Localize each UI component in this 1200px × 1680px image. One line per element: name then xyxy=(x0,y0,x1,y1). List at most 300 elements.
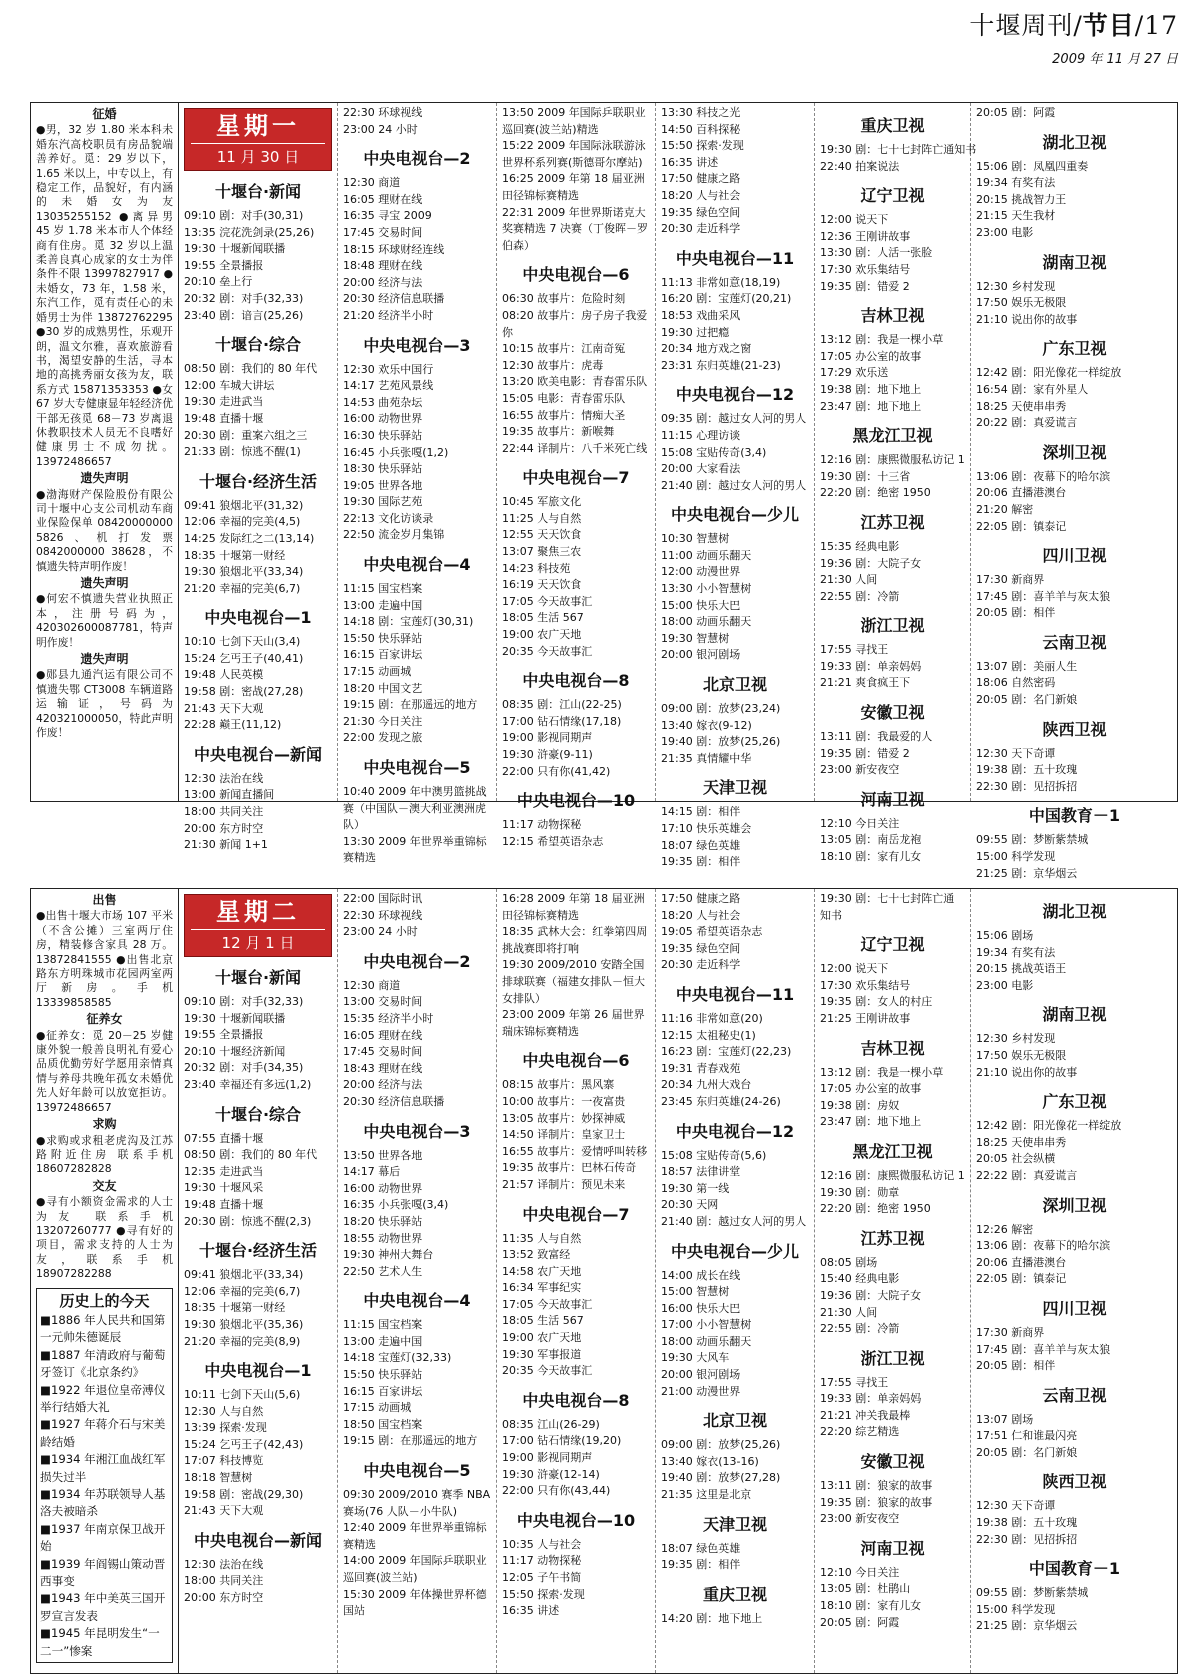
program-line: 13:00 走遍中国 xyxy=(343,598,423,612)
program-line: 17:50 健康之路 xyxy=(661,892,741,905)
date-label: 11 月 30 日 xyxy=(191,143,325,170)
program-line: 13:06 剧：夜幕下的哈尔滨 xyxy=(976,469,1111,483)
program-line: 19:55 全景播报 xyxy=(184,1028,264,1042)
program-line: 09:00 剧：放梦(25,26) xyxy=(661,1438,781,1452)
program-line: 22:00 发现之旅 xyxy=(343,731,423,745)
program-line: 20:05 剧：名门新娘 xyxy=(976,1445,1078,1459)
program-line: 16:55 故事片：爱情呼叫转移 xyxy=(502,1144,648,1158)
program-line: 09:41 狼烟北平(31,32) xyxy=(184,498,304,512)
program-line: 17:50 娱乐无极限 xyxy=(976,296,1067,310)
program-line: 20:05 剧：相伴 xyxy=(976,606,1056,620)
program-line: 19:58 剧：密战(27,28) xyxy=(184,685,304,699)
program-line: 22:05 剧：镇泰记 xyxy=(976,519,1067,533)
classified-heading: 征养女 xyxy=(86,1012,123,1027)
program-line: 17:51 仁和谁最闪亮 xyxy=(976,1429,1078,1443)
program-line: 21:15 天生我材 xyxy=(976,209,1056,223)
program-line: 14:20 剧：地下地上 xyxy=(661,1611,763,1625)
program-line: 16:19 天天饮食 xyxy=(502,578,582,592)
program-line: 18:55 动物世界 xyxy=(343,1231,423,1245)
program-line: 15:24 乞丐王子(40,41) xyxy=(184,651,304,665)
program-line: 17:07 科技博览 xyxy=(184,1454,264,1468)
program-line: 14:53 曲苑杂坛 xyxy=(343,395,423,409)
program-line: 09:35 剧：越过女人河的男人 xyxy=(661,412,807,426)
program-line: 22:00 国际时讯 xyxy=(343,892,423,905)
program-line: 16:35 讲述 xyxy=(661,155,719,169)
channel-heading: 广东卫视 xyxy=(1042,339,1107,359)
program-line: 15:35 经典电影 xyxy=(820,539,900,553)
program-line: 17:30 欢乐集结号 xyxy=(820,262,911,276)
program-line: 22:30 剧：见招拆招 xyxy=(976,779,1078,793)
program-line: 15:22 2009 年国际泳联游泳世界杯系列赛(斯德哥尔摩站) xyxy=(502,139,646,169)
program-line: 20:00 银河剧场 xyxy=(661,648,741,662)
program-line: 19:33 剧：单亲妈妈 xyxy=(820,659,922,673)
program-line: 21:43 天下大观 xyxy=(184,701,264,715)
program-line: 12:40 2009 年世界举重锦标赛精选 xyxy=(343,1521,487,1551)
channel-heading: 辽宁卫视 xyxy=(860,186,925,206)
program-line: 09:55 剧：梦断紫禁城 xyxy=(976,833,1089,847)
program-line: 12:42 剧：阳光像花一样绽放 xyxy=(976,366,1122,380)
program-line: 09:55 剧：梦断紫禁城 xyxy=(976,1586,1089,1600)
program-line: 09:41 狼烟北平(33,34) xyxy=(184,1268,304,1282)
channel-heading: 中央电视台—4 xyxy=(363,1291,471,1311)
program-line: 19:05 希望英语杂志 xyxy=(661,925,763,939)
program-line: 11:13 非常如意(18,19) xyxy=(661,275,781,289)
program-line: 09:30 2009/2010 赛季 NBA 赛场(76 人队－小牛队) xyxy=(343,1488,491,1518)
program-line: 19:36 剧：大院子女 xyxy=(820,1288,922,1302)
program-line: 20:30 走近科学 xyxy=(661,222,741,236)
channel-heading: 湖北卫视 xyxy=(1042,132,1107,152)
history-today-title: 历史上的今天 xyxy=(59,1291,150,1310)
program-line: 21:10 说出你的故事 xyxy=(976,312,1078,326)
program-line: 18:53 戏曲采风 xyxy=(661,308,741,322)
channel-heading: 十堰台·新闻 xyxy=(214,182,302,201)
program-line: 16:20 剧：宝莲灯(20,21) xyxy=(661,292,792,306)
program-line: 17:15 动画城 xyxy=(343,665,412,679)
program-line: 12:30 乡村发现 xyxy=(976,1032,1056,1046)
program-line: 18:00 动画乐翻天 xyxy=(661,1334,752,1348)
channel-heading: 江苏卫视 xyxy=(860,1228,925,1248)
program-line: 20:30 经济信息联播 xyxy=(343,292,445,306)
program-line: 21:35 这里是北京 xyxy=(661,1488,752,1502)
program-column xyxy=(179,889,338,1673)
program-line: 23:00 新安夜空 xyxy=(820,763,900,777)
program-line: 10:40 2009 年中澳男篮挑战赛（中国队－澳大利亚澳洲虎队） xyxy=(343,785,487,832)
program-line: 11:17 动物探秘 xyxy=(502,1554,582,1568)
program-line: 19:30 剧：十三省 xyxy=(820,469,911,483)
program-line: 17:55 寻找王 xyxy=(820,643,889,657)
program-line: 20:35 今天故事汇 xyxy=(502,1364,593,1378)
program-line: 19:55 全景播报 xyxy=(184,258,264,272)
program-line: 18:05 生活 567 xyxy=(502,611,584,625)
program-line: 19:30 浒豪(12-14) xyxy=(502,1467,600,1481)
channel-heading: 深圳卫视 xyxy=(1042,1195,1107,1215)
channel-heading: 北京卫视 xyxy=(702,1411,767,1431)
program-column xyxy=(179,103,338,852)
program-line: 23:00 24 小时 xyxy=(343,122,418,136)
program-line: 21:20 幸福的完美(6,7) xyxy=(184,581,301,595)
program-line: 16:00 快乐大巴 xyxy=(661,1301,741,1315)
program-line: 21:30 今日关注 xyxy=(343,714,423,728)
program-line: 21:30 新闻 1+1 xyxy=(184,838,268,852)
program-column xyxy=(815,889,971,1673)
channel-heading: 安徽卫视 xyxy=(860,1452,925,1472)
program-line: 06:30 故事片：危险时刻 xyxy=(502,292,626,306)
program-line: 18:00 共同关注 xyxy=(184,805,264,819)
program-line: 19:00 农广天地 xyxy=(502,1331,582,1345)
classified-heading: 交友 xyxy=(92,1178,117,1193)
program-line: 18:20 中国文艺 xyxy=(343,681,423,695)
program-line: 14:00 成长在线 xyxy=(661,1268,741,1282)
classified-text: ●出售十堰大市场 107 平米（不含公摊）三室两厅住房，精装修含家具 28 万。13872841555 ●出售北京路东方明珠城市花园两室两厅新房。手机 13339858585 xyxy=(36,909,173,1009)
program-line: 12:30 法治在线 xyxy=(184,771,264,785)
program-line: 16:00 动物世界 xyxy=(343,412,423,426)
channel-heading: 辽宁卫视 xyxy=(860,935,925,955)
program-line: 08:50 剧：我们的 80 年代 xyxy=(184,362,318,376)
channel-heading: 中央电视台—12 xyxy=(675,1121,795,1141)
program-line: 18:25 天使串串秀 xyxy=(976,1135,1067,1149)
channel-heading: 天津卫视 xyxy=(702,778,767,798)
program-line: 19:48 直播十堰 xyxy=(184,411,264,425)
program-line: 19:35 剧：错爱 2 xyxy=(820,746,910,760)
program-line: 13:05 故事片：妙探神威 xyxy=(502,1111,626,1125)
program-line: 19:35 故事片：巴林石传奇 xyxy=(502,1161,637,1175)
program-line: 19:30 浒豪(9-11) xyxy=(502,748,593,761)
program-line: 20:05 社会纵横 xyxy=(976,1152,1056,1166)
classified-heading: 征婚 xyxy=(92,107,117,121)
program-line: 20:15 挑战智力王 xyxy=(976,192,1067,206)
program-line: 18:57 法律讲堂 xyxy=(661,1165,741,1179)
program-line: 18:00 动画乐翻天 xyxy=(661,615,752,629)
program-line: 12:30 商道 xyxy=(343,978,401,992)
program-line: 13:05 剧：杜鹃山 xyxy=(820,1582,911,1596)
program-line: 19:40 剧：放梦(25,26) xyxy=(661,735,781,749)
program-line: 17:45 交易时间 xyxy=(343,1045,423,1059)
program-line: 08:05 剧场 xyxy=(820,1255,878,1269)
program-line: 22:30 环球视线 xyxy=(343,106,423,119)
history-item: ■1934 年苏联领导人基洛夫被暗杀 xyxy=(40,1487,166,1519)
tuesday-section xyxy=(30,888,1178,1674)
program-line: 15:00 快乐大巴 xyxy=(661,598,741,612)
channel-heading: 云南卫视 xyxy=(1042,1385,1107,1405)
program-line: 22:30 剧：见招拆招 xyxy=(976,1532,1078,1546)
program-line: 18:07 绿色英雄 xyxy=(661,1541,741,1555)
program-line: 19:38 剧：五十玫瑰 xyxy=(976,1516,1078,1530)
program-line: 14:18 宝莲灯(32,33) xyxy=(343,1351,452,1365)
program-line: 21:21 爽食疯王下 xyxy=(820,676,911,690)
program-column xyxy=(656,889,815,1673)
program-line: 23:47 剧：地下地上 xyxy=(820,1115,922,1129)
program-line: 23:00 电影 xyxy=(976,978,1034,992)
channel-heading: 中央电视台—3 xyxy=(363,1121,471,1141)
program-line: 15:06 剧场 xyxy=(976,929,1034,942)
program-line: 15:05 电影：青春雷乐队 xyxy=(502,391,626,405)
page-header xyxy=(969,6,1178,67)
program-line: 19:35 剧：错爱 2 xyxy=(820,279,910,293)
program-line: 20:30 走近科学 xyxy=(661,958,741,972)
program-line: 19:30 剧：七十七封阵亡通知书 xyxy=(820,143,977,156)
channel-heading: 天津卫视 xyxy=(702,1514,767,1534)
program-line: 16:30 快乐驿站 xyxy=(343,428,423,442)
program-line: 22:20 剧：绝密 1950 xyxy=(820,486,931,500)
program-line: 16:55 故事片：情痴大圣 xyxy=(502,408,626,422)
program-line: 09:10 剧：对手(30,31) xyxy=(184,209,304,222)
program-line: 22:20 剧：绝密 1950 xyxy=(820,1202,931,1216)
program-line: 13:07 聚焦三农 xyxy=(502,545,582,559)
program-line: 17:05 办公室的故事 xyxy=(820,1082,922,1096)
program-line: 22:00 只有你(41,42) xyxy=(502,764,611,778)
channel-heading: 中央电视台—少儿 xyxy=(670,1241,799,1261)
program-line: 21:20 解密 xyxy=(976,502,1034,516)
program-line: 19:30 剧：七十七封阵亡通 xyxy=(820,892,955,905)
date-label: 12 月 1 日 xyxy=(191,929,325,956)
program-line: 18:15 环球财经连线 xyxy=(343,242,445,256)
program-line: 21:10 说出你的故事 xyxy=(976,1065,1078,1079)
channel-heading: 四川卫视 xyxy=(1042,1298,1107,1318)
program-line: 19:00 影视同期声 xyxy=(502,731,593,745)
program-line: 23:40 幸福还有多远(1,2) xyxy=(184,1077,312,1091)
program-line: 18:10 剧：家有儿女 xyxy=(820,850,922,864)
program-line: 20:00 经济与法 xyxy=(343,275,423,289)
program-line: 12:06 幸福的完美(4,5) xyxy=(184,515,301,529)
channel-heading: 中央电视台—12 xyxy=(675,385,795,405)
program-line: 12:42 剧：阳光像花一样绽放 xyxy=(976,1119,1122,1133)
day-box xyxy=(184,108,332,171)
program-line: 18:18 智慧树 xyxy=(184,1471,253,1485)
program-line: 13:07 剧：美丽人生 xyxy=(976,659,1078,673)
channel-heading: 中央电视台—11 xyxy=(675,984,795,1004)
channel-heading: 中央电视台—6 xyxy=(522,1051,630,1071)
program-line: 17:50 健康之路 xyxy=(661,172,741,186)
program-line: 16:05 理财在线 xyxy=(343,192,423,206)
program-line: 18:25 天使串串秀 xyxy=(976,399,1067,413)
program-line: 15:50 快乐驿站 xyxy=(343,631,423,645)
channel-heading: 中央电视台—1 xyxy=(204,608,312,628)
program-line: 08:50 剧：我们的 80 年代 xyxy=(184,1148,318,1162)
program-line: 12:16 剧：康熙微服私访记 1 xyxy=(820,453,965,467)
program-line: 21:40 剧：越过女人河的男人 xyxy=(661,478,807,492)
program-line: 14:18 剧：宝莲灯(30,31) xyxy=(343,615,474,629)
program-line: 19:58 剧：密战(29,30) xyxy=(184,1487,304,1501)
program-line: 11:15 心理访谈 xyxy=(661,428,741,442)
history-item: ■1922 年退位皇帝溥仪举行结婚大礼 xyxy=(40,1382,166,1414)
program-line: 14:17 幕后 xyxy=(343,1165,401,1179)
weekday-label: 星期一 xyxy=(216,112,300,140)
program-line: 19:36 剧：大院子女 xyxy=(820,556,922,570)
program-line: 18:50 国宝档案 xyxy=(343,1417,423,1431)
program-line: 21:30 人间 xyxy=(820,1305,878,1319)
history-item: ■1887 年清政府与葡萄牙签订《北京条约》 xyxy=(40,1347,166,1380)
program-line: 10:35 人与社会 xyxy=(502,1537,582,1551)
program-line: 21:25 王刚讲故事 xyxy=(820,1011,911,1025)
program-line: 17:15 动画城 xyxy=(343,1401,412,1415)
program-line: 12:00 说天下 xyxy=(820,962,889,976)
program-line: 20:15 挑战英语王 xyxy=(976,962,1067,976)
program-line: 20:30 剧：惊逃不醒(2,3) xyxy=(184,1214,312,1228)
program-line: 17:00 小小智慧树 xyxy=(661,1318,752,1332)
program-line: 18:43 理财在线 xyxy=(343,1061,423,1075)
classified-text: ●男，32 岁 1.80 米本科未婚东汽高校职员有房品貌端善养好。觅：29 岁以下，1.65 米以上，中专以上，有稳定工作，品貌好，有内涵的未婚女为友 13035255152 ●离异男 45 岁 1.78 米本市人个体经商有住房。觅 32 岁以上温柔善良真心成家的女士为伴条件不限 13997827917 ●未婚女，73 年，1.58 米，东汽工作，觅有责任心的未婚男士为伴 13872762295 ●30 岁的成熟男性，乐观开朗，温文尔雅，喜欢旅游看书，渴望安静的生活，寻本地的高挑秀丽女孩为友，联系方式 15871353353 ●女 67 岁大专健康显年轻经济优干部无孩觅 68－73 岁离退休教职技术人员无不良嗜好健康男士不成勿扰。13972486657 xyxy=(36,123,173,468)
program-line: 07:55 直播十堰 xyxy=(184,1131,264,1145)
history-item: ■1943 年中美英三国开罗宣言发表 xyxy=(40,1591,166,1623)
program-line: 22:44 译制片：八千米死亡线 xyxy=(502,441,648,455)
program-line: 17:29 欢乐送 xyxy=(820,366,889,380)
program-line: 10:30 智慧树 xyxy=(661,532,730,546)
channel-heading: 江苏卫视 xyxy=(860,512,925,532)
history-item: ■1934 年湘江血战红军损失过半 xyxy=(40,1452,166,1484)
program-line: 19:35 绿色空间 xyxy=(661,205,741,219)
page-title: 十堰周刊/节目/17 xyxy=(969,11,1178,40)
channel-heading: 广东卫视 xyxy=(1042,1092,1107,1112)
program-line: 13:35 浣花洗剑录(25,26) xyxy=(184,225,315,239)
program-line: 16:15 百家讲坛 xyxy=(343,648,423,662)
program-line: 19:38 剧：房奴 xyxy=(820,1098,900,1112)
program-line: 18:05 生活 567 xyxy=(502,1314,584,1328)
program-line: 17:55 寻找王 xyxy=(820,1375,889,1389)
classified-heading: 遗失声明 xyxy=(80,576,129,590)
channel-heading: 云南卫视 xyxy=(1042,632,1107,652)
history-item: ■1886 年人民共和国第一元帅朱德诞辰 xyxy=(40,1312,166,1345)
program-line: 19:30 2009/2010 安踏全国排球联赛（福建女排队－恒大女排队） xyxy=(502,958,645,1005)
program-line: 22:40 拍案说法 xyxy=(820,159,900,173)
program-line: 18:30 快乐驿站 xyxy=(343,462,423,476)
channel-heading: 中央电视台—8 xyxy=(522,671,630,691)
program-line: 12:10 今日关注 xyxy=(820,1565,900,1579)
program-line: 21:20 经济半小时 xyxy=(343,308,434,322)
program-line: 17:45 剧：喜羊羊与灰太狼 xyxy=(976,589,1111,603)
program-line: 16:25 2009 年第 18 届亚洲田径锦标赛精选 xyxy=(502,172,645,202)
history-item: ■1937 年南京保卫战开始 xyxy=(40,1521,166,1554)
program-line: 20:00 东方时空 xyxy=(184,821,264,835)
program-line: 13:30 2009 年世界举重锦标赛精选 xyxy=(343,834,487,865)
program-line: 13:50 世界各地 xyxy=(343,1148,423,1162)
program-line: 12:30 乡村发现 xyxy=(976,279,1056,293)
program-column xyxy=(971,889,1178,1673)
program-column xyxy=(338,103,497,865)
channel-heading: 中央电视台—6 xyxy=(522,265,630,285)
monday-section xyxy=(30,102,1178,880)
classified-heading: 遗失声明 xyxy=(80,471,129,486)
program-line: 14:15 剧：相伴 xyxy=(661,805,741,819)
program-line: 21:25 剧：京华烟云 xyxy=(976,1619,1078,1633)
program-line: 13:11 剧：狼家的故事 xyxy=(820,1479,933,1493)
program-line: 19:33 剧：单亲妈妈 xyxy=(820,1392,922,1406)
channel-heading: 河南卫视 xyxy=(860,789,925,809)
program-line: 12:30 天下奇谭 xyxy=(976,746,1056,760)
program-line: 19:30 军事报道 xyxy=(502,1347,582,1361)
program-line: 12:30 法治在线 xyxy=(184,1557,264,1571)
program-column xyxy=(497,103,656,848)
program-line: 19:34 有奖有法 xyxy=(976,945,1056,959)
program-line: 19:30 过把瘾 xyxy=(661,325,730,339)
program-line: 22:55 剧：冷箭 xyxy=(820,1322,900,1336)
channel-heading: 陕西卫视 xyxy=(1042,719,1107,739)
program-line: 22:20 综艺精选 xyxy=(820,1425,900,1439)
day-box xyxy=(184,894,332,957)
channel-heading: 中央电视台—10 xyxy=(516,1510,636,1530)
program-line: 19:35 剧：狼家的故事 xyxy=(820,1495,933,1509)
program-line: 19:35 绿色空间 xyxy=(661,941,741,955)
history-item: ■1939 年阎锡山策动晋西事变 xyxy=(40,1556,166,1589)
channel-heading: 中国教育－1 xyxy=(1028,1559,1121,1579)
program-line: 20:06 直播港澳台 xyxy=(976,1255,1067,1269)
program-line: 20:34 地方戏之窗 xyxy=(661,342,752,356)
classified-text: ●征养女：觅 20－25 岁健康外貌一般善良明礼有爱心品质优勤劳好学愿用亲情真情与养母共晚年孤女未婚优先人好年龄可以放宽拒访。13972486657 xyxy=(36,1028,173,1114)
program-line: 10:45 军旅文化 xyxy=(502,495,582,509)
classified-heading: 求购 xyxy=(92,1117,117,1132)
program-line: 19:35 剧：相伴 xyxy=(661,1558,741,1572)
program-line: 12:15 太祖秘史(1) xyxy=(661,1028,756,1042)
program-line: 13:50 2009 年国际乒联职业巡回赛(波兰站)精选 xyxy=(502,106,646,136)
program-line: 19:38 剧：地下地上 xyxy=(820,382,922,396)
channel-heading: 河南卫视 xyxy=(860,1538,925,1558)
program-line: 21:25 剧：京华烟云 xyxy=(976,866,1078,880)
channel-heading: 中央电视台—5 xyxy=(363,1461,471,1481)
channel-heading: 陕西卫视 xyxy=(1042,1472,1107,1492)
program-line: 23:00 新安夜空 xyxy=(820,1512,900,1526)
program-line: 19:31 青春戏苑 xyxy=(661,1061,741,1075)
channel-heading: 吉林卫视 xyxy=(860,306,925,326)
channel-heading: 中央电视台—2 xyxy=(363,951,471,971)
program-line: 20:30 经济信息联播 xyxy=(343,1094,445,1108)
program-line: 20:05 剧：阿霞 xyxy=(976,106,1056,119)
program-line: 18:35 十堰第一财经 xyxy=(184,548,286,562)
program-line: 19:30 十堰新闻联播 xyxy=(184,242,286,256)
program-line: 13:00 走遍中国 xyxy=(343,1334,423,1348)
channel-heading: 中央电视台—8 xyxy=(522,1390,630,1410)
history-today-box xyxy=(36,1288,173,1664)
program-line: 14:23 科技苑 xyxy=(502,561,571,575)
program-line: 20:34 九州大戏台 xyxy=(661,1078,752,1092)
program-line: 12:36 王刚讲故事 xyxy=(820,229,911,243)
program-line: 09:10 剧：对手(32,33) xyxy=(184,995,304,1008)
program-line: 12:26 解密 xyxy=(976,1222,1034,1236)
program-line: 19:15 剧：在那遥远的地方 xyxy=(343,698,478,712)
program-line: 20:35 今天故事汇 xyxy=(502,644,593,658)
channel-heading: 湖南卫视 xyxy=(1042,252,1107,272)
program-line: 16:15 百家讲坛 xyxy=(343,1384,423,1398)
program-line: 12:15 希望英语杂志 xyxy=(502,834,604,848)
program-line: 12:30 故事片：虎毒 xyxy=(502,358,604,372)
program-line: 16:05 理财在线 xyxy=(343,1028,423,1042)
program-line: 18:00 共同关注 xyxy=(184,1574,264,1588)
program-line: 19:30 走进武当 xyxy=(184,395,264,409)
program-line: 15:08 宝贴传奇(3,4) xyxy=(661,445,767,459)
channel-heading: 中央电视台—1 xyxy=(204,1361,312,1381)
program-line: 22:50 流金岁月集锦 xyxy=(343,528,445,542)
channel-heading: 十堰台·经济生活 xyxy=(198,471,318,491)
program-line: 13:06 剧：夜幕下的哈尔滨 xyxy=(976,1239,1111,1253)
program-line: 18:20 快乐驿站 xyxy=(343,1214,423,1228)
program-line: 17:45 交易时间 xyxy=(343,225,423,239)
program-line: 15:50 探索·发现 xyxy=(661,139,744,153)
program-line: 13:20 欧美电影：青春雷乐队 xyxy=(502,375,648,389)
program-line: 11:00 动画乐翻天 xyxy=(661,548,752,562)
channel-heading: 浙江卫视 xyxy=(860,616,925,636)
program-line: 14:58 农广天地 xyxy=(502,1264,582,1278)
program-line: 18:48 理财在线 xyxy=(343,259,423,273)
program-line: 09:00 剧：放梦(23,24) xyxy=(661,702,781,716)
program-line: 16:23 剧：宝莲灯(22,23) xyxy=(661,1045,792,1059)
channel-heading: 十堰台·综合 xyxy=(214,335,302,355)
program-line: 19:30 狼烟北平(33,34) xyxy=(184,565,304,579)
channel-heading: 中央电视台—7 xyxy=(522,1204,630,1224)
program-line: 08:15 故事片：黑风寨 xyxy=(502,1078,615,1092)
program-line: 20:22 剧：真爱谎言 xyxy=(976,416,1078,430)
channel-heading: 黑龙江卫视 xyxy=(852,1141,933,1161)
program-line: 15:00 科学发现 xyxy=(976,850,1056,864)
program-line: 19:05 世界各地 xyxy=(343,478,423,492)
program-line: 17:05 今天故事汇 xyxy=(502,1297,593,1311)
